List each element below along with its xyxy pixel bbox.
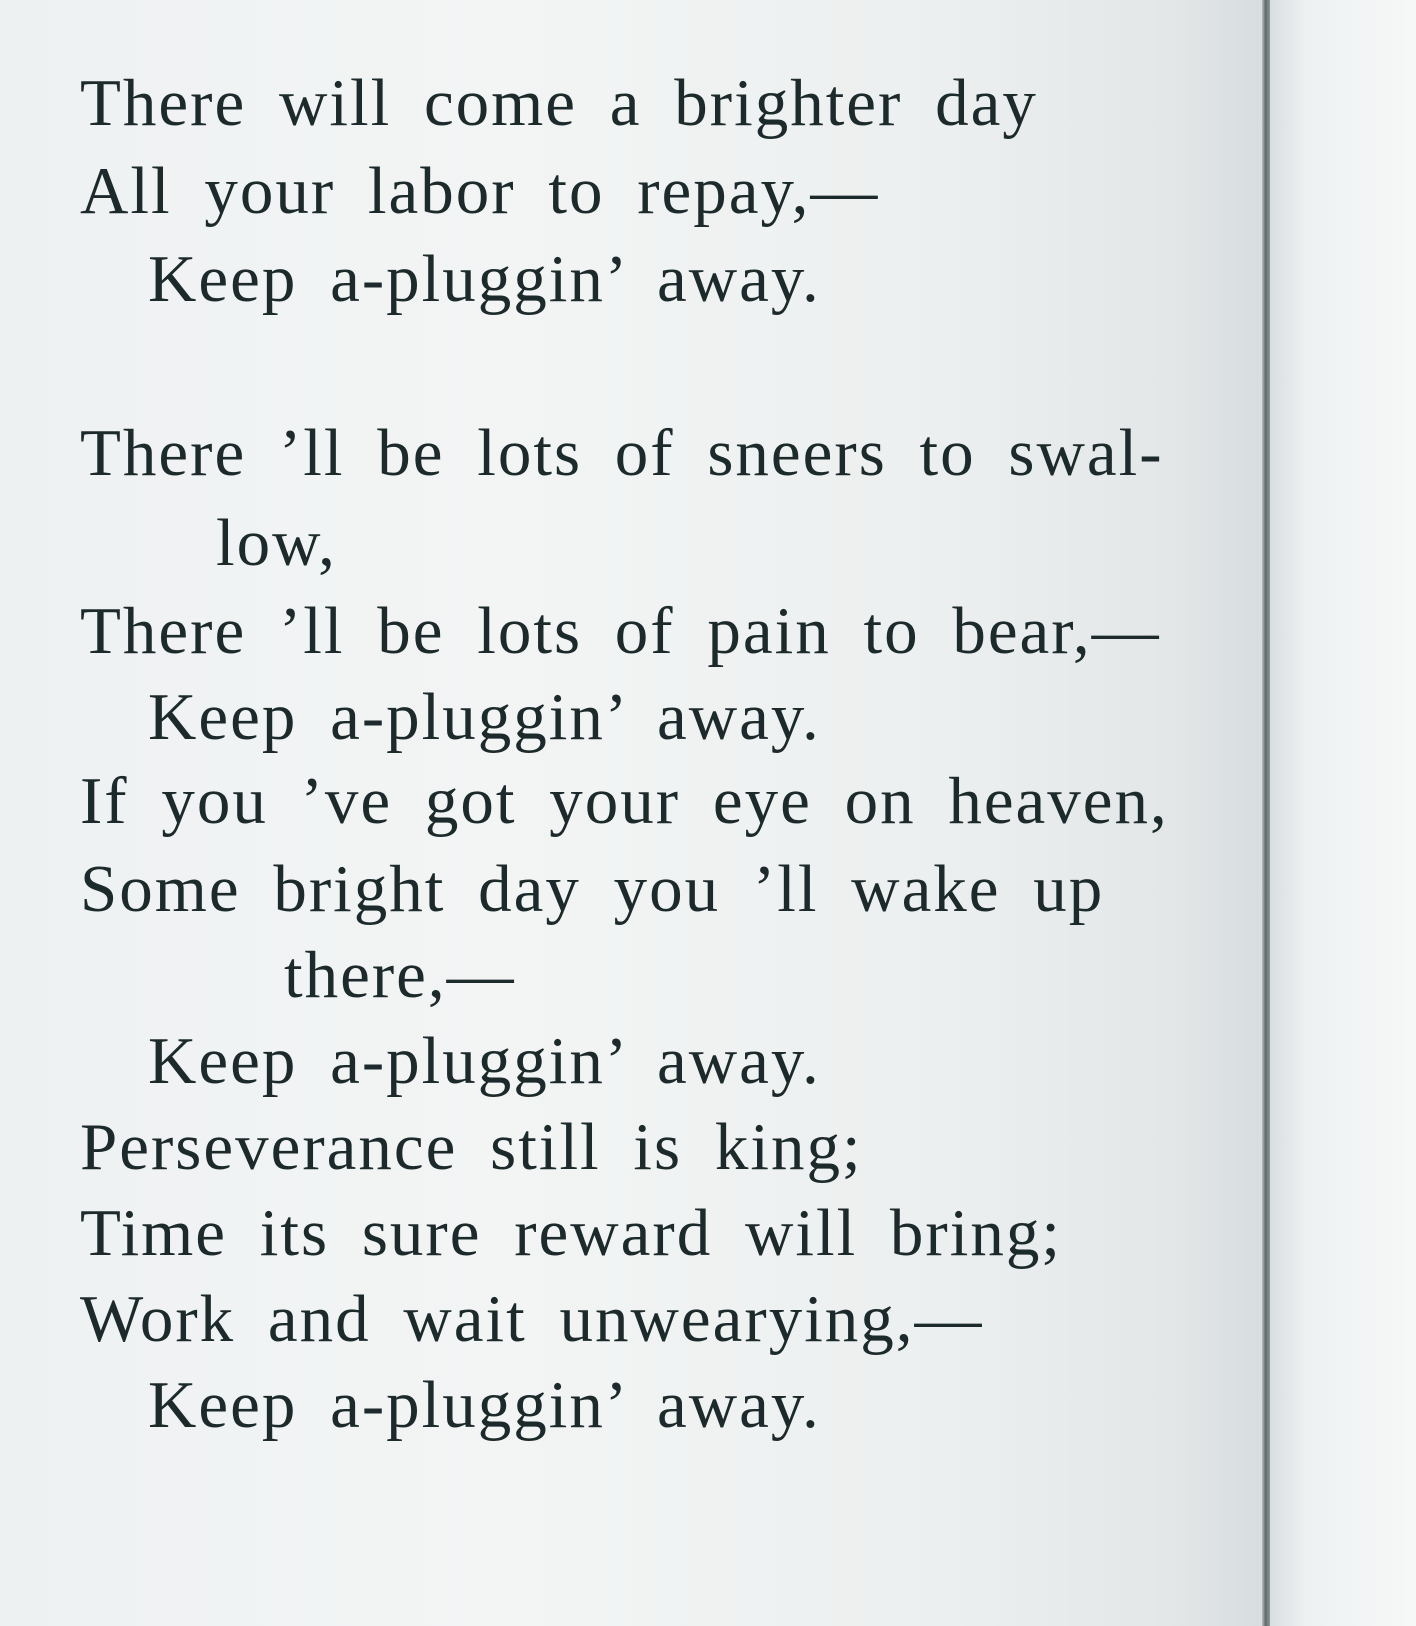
poem-line-refrain: Keep a-pluggin’ away. [148,680,821,754]
poem-line-continuation: low, [216,506,337,580]
poem-line-refrain: Keep a-pluggin’ away. [148,1368,821,1442]
poem-line: There ’ll be lots of sneers to swal- [80,416,1164,490]
poem-line-continuation: there,— [284,938,516,1012]
poem-line: All your labor to repay,— [80,154,880,228]
poem-line: Time its sure reward will bring; [80,1196,1062,1270]
poem-line-refrain: Keep a-pluggin’ away. [148,1024,821,1098]
facing-page-edge [1270,0,1416,1626]
poem-line: Perseverance still is king; [80,1110,863,1184]
poem-line: Some bright day you ’ll wake up [80,852,1105,926]
poem-line: There will come a brighter day [80,66,1038,140]
poem-line: Work and wait unwearying,— [80,1282,984,1356]
poem-line-refrain: Keep a-pluggin’ away. [148,242,821,316]
poem-line: There ’ll be lots of pain to bear,— [80,594,1161,668]
poem-line: If you ’ve got your eye on heaven, [80,764,1169,838]
page-gutter [1262,0,1270,1626]
